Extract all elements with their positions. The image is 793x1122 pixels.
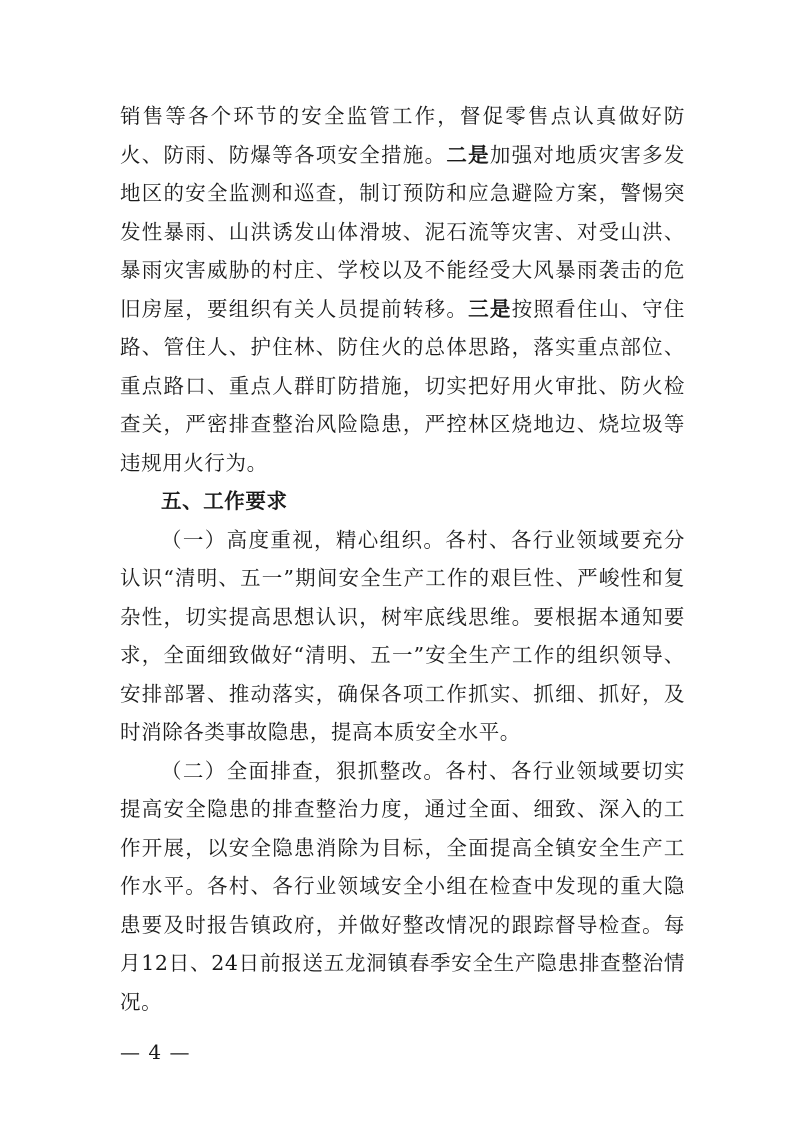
- emphasis-third: 三是: [468, 296, 512, 321]
- paragraph-safety-measures: [120, 97, 685, 482]
- paragraph-text: 按照看住山、守住路、管住人、护住林、防住火的总体思路，落实重点部位、重点路口、重点人群盯防措施，切实把好用火审批、防火检查关，严密排查整治风险隐患，严控林区烧地边、烧垃圾等违规用火行为。: [120, 296, 685, 475]
- section-heading-work-requirements: 五、工作要求: [161, 489, 288, 513]
- paragraph-text: 销售等各个环节的安全监管工作，督促零售点认真做好防火、防雨、防爆等各项安全措施。: [120, 104, 685, 167]
- emphasis-second: 二是: [446, 142, 490, 167]
- document-body: [120, 97, 685, 1021]
- paragraph-requirement-2: （二）全面排查，狠抓整改。各村、各行业领域要切实提高安全隐患的排查整治力度，通过全面、细致、深入的工作开展，以安全隐患消除为目标，全面提高全镇安全生产工作水平。各村、各行业领域安全小组在检查中发现的重大隐患要及时报告镇政府，并做好整改情况的跟踪督导检查。每月12日、24日前报送五龙洞镇春季安全生产隐患排查整治情况。: [120, 758, 685, 1014]
- paragraph-requirement-1: （一）高度重视，精心组织。各村、各行业领域要充分认识“清明、五一”期间安全生产工作的艰巨性、严峻性和复杂性，切实提高思想认识，树牢底线思维。要根据本通知要求，全面细致做好“清明、五一”安全生产工作的组织领导、安排部署、推动落实，确保各项工作抓实、抓细、抓好，及时消除各类事故隐患，提高本质安全水平。: [120, 527, 685, 744]
- paragraph-text: 加强对地质灾害多发地区的安全监测和巡查，制订预防和应急避险方案，警惕突发性暴雨、山洪诱发山体滑坡、泥石流等灾害、对受山洪、暴雨灾害威胁的村庄、学校以及不能经受大风暴雨袭击的危旧房屋，要组织有关人员提前转移。: [120, 142, 686, 321]
- page-number: — 4 —: [120, 1040, 191, 1064]
